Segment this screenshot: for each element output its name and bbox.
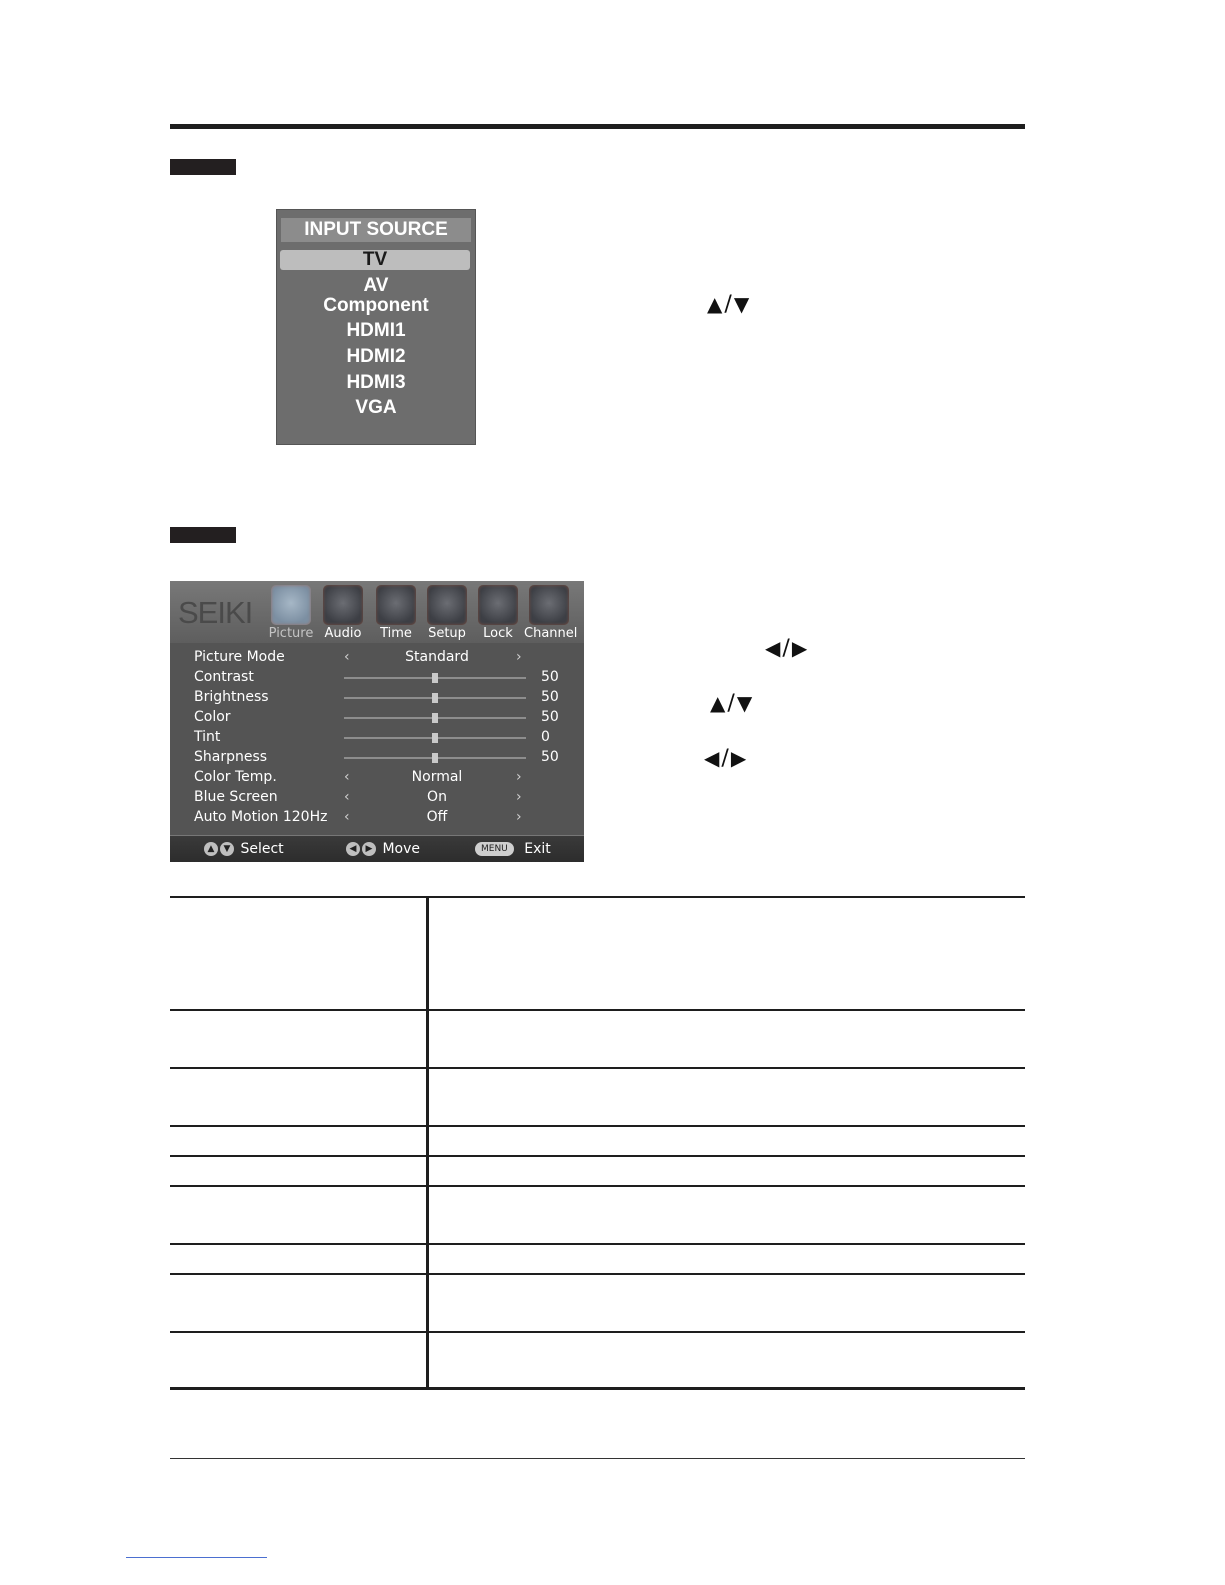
left-key-icon: ◀ [346, 842, 360, 856]
setting-label: Auto Motion 120Hz [194, 809, 328, 825]
left-arrow-icon: ◀ [704, 746, 720, 770]
slider-track[interactable] [344, 737, 526, 739]
slider-thumb[interactable] [432, 713, 438, 723]
tab-label: Setup [428, 626, 466, 641]
source-item-hdmi3[interactable]: HDMI3 [346, 372, 406, 393]
time-icon [376, 585, 416, 625]
select-label: Select [240, 841, 284, 857]
slider-thumb[interactable] [432, 673, 438, 683]
source-item-av[interactable]: AV [363, 275, 389, 296]
row-color[interactable] [170, 707, 584, 727]
table-rule [170, 1387, 1025, 1390]
setting-label: Contrast [194, 669, 254, 685]
tab-audio[interactable] [318, 585, 368, 643]
top-rule [170, 124, 1025, 129]
setting-value: 50 [541, 749, 559, 765]
right-key-icon: ▶ [362, 842, 376, 856]
setting-value: 0 [541, 729, 550, 745]
channel-icon [529, 585, 569, 625]
row-sharpness[interactable] [170, 747, 584, 767]
right-arrow-icon: ▶ [791, 636, 808, 660]
arrow-separator: / [721, 746, 729, 771]
up-down-arrows [710, 693, 752, 715]
section-marker [170, 527, 236, 543]
slider-track[interactable] [344, 717, 526, 719]
setting-label: Color Temp. [194, 769, 277, 785]
slider-track[interactable] [344, 757, 526, 759]
table-column-divider [426, 896, 429, 1390]
slider-track[interactable] [344, 697, 526, 699]
setting-label: Brightness [194, 689, 269, 705]
table-rule [170, 1243, 1025, 1245]
slider-thumb[interactable] [432, 693, 438, 703]
tab-label: Picture [268, 626, 314, 641]
row-brightness[interactable] [170, 687, 584, 707]
lock-icon [478, 585, 518, 625]
row-color-temp[interactable] [170, 767, 584, 787]
source-item-component[interactable]: Component [323, 295, 429, 316]
down-arrow-icon: ▼ [733, 292, 750, 316]
down-arrow-icon: ▼ [736, 691, 753, 715]
picture-icon [271, 585, 311, 625]
setting-label: Blue Screen [194, 789, 278, 805]
setting-label: Tint [194, 729, 221, 745]
setting-value: On [427, 789, 447, 805]
setting-value: 50 [541, 669, 559, 685]
chevron-right-icon[interactable]: › [516, 649, 522, 665]
setting-label: Sharpness [194, 749, 268, 765]
left-right-arrows [704, 748, 746, 770]
source-item-tv[interactable]: TV [280, 250, 470, 270]
left-right-arrows [765, 638, 807, 660]
up-arrow-icon: ▲ [707, 292, 723, 316]
down-key-icon: ▼ [220, 842, 234, 856]
slider-thumb[interactable] [432, 733, 438, 743]
audio-icon [323, 585, 363, 625]
setting-value: Standard [405, 649, 469, 665]
move-hint [346, 841, 420, 857]
chevron-left-icon[interactable]: ‹ [344, 809, 350, 825]
select-hint [204, 841, 284, 857]
table-rule [170, 1155, 1025, 1157]
arrow-separator: / [724, 292, 732, 317]
chevron-left-icon[interactable]: ‹ [344, 649, 350, 665]
tab-label: Channel [524, 626, 578, 641]
table-rule [170, 896, 1025, 898]
tab-lock[interactable] [473, 585, 523, 643]
tab-time[interactable] [371, 585, 421, 643]
slider-track[interactable] [344, 677, 526, 679]
menu-header [170, 581, 584, 643]
tab-label: Time [380, 626, 412, 641]
chevron-left-icon[interactable]: ‹ [344, 769, 350, 785]
up-arrow-icon: ▲ [710, 691, 726, 715]
tab-label: Audio [324, 626, 362, 641]
up-down-arrows [707, 294, 749, 316]
row-auto-motion[interactable] [170, 807, 584, 827]
slider-thumb[interactable] [432, 753, 438, 763]
tab-setup[interactable] [422, 585, 472, 643]
brand-logo: SEIKI [178, 595, 253, 630]
section-marker [170, 159, 236, 175]
chevron-right-icon[interactable]: › [516, 809, 522, 825]
table-rule [170, 1331, 1025, 1333]
setting-label: Picture Mode [194, 649, 285, 665]
exit-hint [475, 841, 551, 857]
row-picture-mode[interactable] [170, 647, 584, 667]
menu-key-icon: MENU [475, 842, 514, 856]
chevron-right-icon[interactable]: › [516, 789, 522, 805]
bottom-rule [170, 1458, 1025, 1459]
up-key-icon: ▲ [204, 842, 218, 856]
setting-value: 50 [541, 689, 559, 705]
table-rule [170, 1067, 1025, 1069]
row-blue-screen[interactable] [170, 787, 584, 807]
footer-link-underline[interactable] [126, 1557, 267, 1558]
setting-label: Color [194, 709, 231, 725]
setting-value: Normal [411, 769, 463, 785]
source-item-vga[interactable]: VGA [355, 397, 397, 418]
chevron-left-icon[interactable]: ‹ [344, 789, 350, 805]
tab-picture[interactable] [266, 585, 316, 643]
table-rule [170, 1125, 1025, 1127]
source-item-hdmi2[interactable]: HDMI2 [346, 346, 406, 367]
input-source-title: INPUT SOURCE [281, 218, 471, 242]
table-rule [170, 1273, 1025, 1275]
right-arrow-icon: ▶ [730, 746, 747, 770]
left-arrow-icon: ◀ [765, 636, 781, 660]
setup-icon [427, 585, 467, 625]
arrow-separator: / [727, 691, 735, 716]
move-label: Move [382, 841, 420, 857]
row-contrast[interactable] [170, 667, 584, 687]
picture-menu [170, 581, 584, 862]
source-item-hdmi1[interactable]: HDMI1 [346, 320, 406, 341]
tab-channel[interactable] [524, 585, 578, 643]
input-source-menu [276, 209, 476, 445]
arrow-separator: / [782, 636, 790, 661]
settings-description-table [170, 896, 1025, 1390]
table-rule [170, 1009, 1025, 1011]
menu-footer [170, 835, 584, 862]
row-tint[interactable] [170, 727, 584, 747]
setting-value: Off [426, 809, 448, 825]
tab-label: Lock [483, 626, 513, 641]
exit-label: Exit [524, 841, 551, 857]
chevron-right-icon[interactable]: › [516, 769, 522, 785]
setting-value: 50 [541, 709, 559, 725]
table-rule [170, 1185, 1025, 1187]
